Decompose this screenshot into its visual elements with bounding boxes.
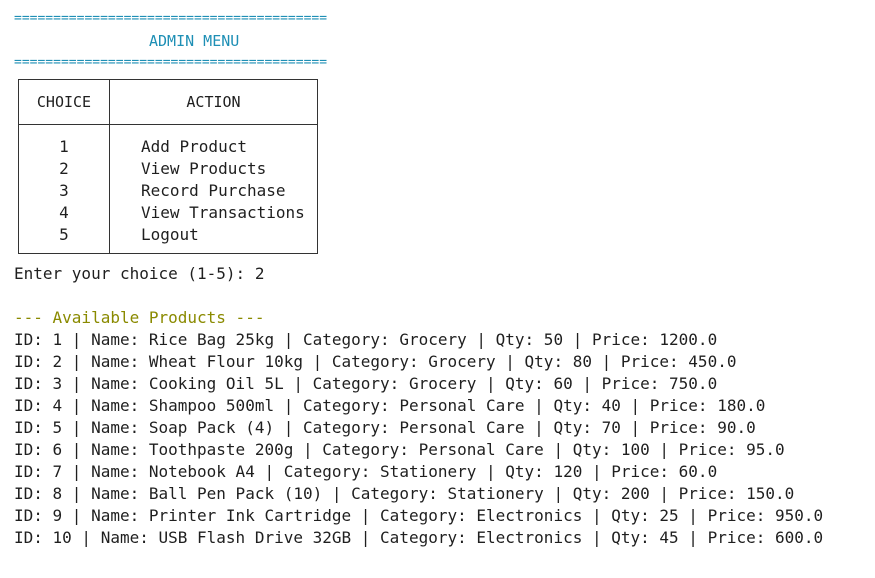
product-line: ID: 9 | Name: Printer Ink Cartridge | Category: Electronics | Qty: 25 | Price: 950.0 [14, 506, 824, 525]
menu-choice: 4 [19, 202, 110, 224]
terminal-output [14, 8, 864, 549]
product-line: ID: 10 | Name: USB Flash Drive 32GB | Category: Electronics | Qty: 45 | Price: 600.0 [14, 528, 824, 547]
products-heading: --- Available Products --- [14, 308, 265, 327]
menu-table [18, 79, 318, 254]
product-line: ID: 8 | Name: Ball Pen Pack (10) | Category: Stationery | Qty: 200 | Price: 150.0 [14, 484, 795, 503]
menu-title: ADMIN MENU [149, 32, 240, 50]
menu-row [19, 180, 318, 202]
product-line: ID: 2 | Name: Wheat Flour 10kg | Category: Grocery | Qty: 80 | Price: 450.0 [14, 352, 737, 371]
menu-row [19, 158, 318, 180]
product-line: ID: 6 | Name: Toothpaste 200g | Category: Personal Care | Qty: 100 | Price: 95.0 [14, 440, 785, 459]
menu-row [19, 202, 318, 224]
menu-choice: 1 [19, 136, 110, 158]
menu-choice: 3 [19, 180, 110, 202]
menu-action: View Transactions [141, 203, 305, 222]
menu-action: Logout [141, 225, 199, 244]
product-line: ID: 3 | Name: Cooking Oil 5L | Category: Grocery | Qty: 60 | Price: 750.0 [14, 374, 718, 393]
top-rule: ======================================== [14, 11, 328, 26]
menu-action: Add Product [141, 137, 247, 156]
menu-action: Record Purchase [141, 181, 286, 200]
choice-header: CHOICE [19, 80, 110, 125]
menu-row [19, 224, 318, 246]
menu-table-header [19, 80, 318, 125]
menu-row [19, 136, 318, 158]
choice-prompt: Enter your choice (1-5): 2 [14, 264, 265, 283]
product-line: ID: 4 | Name: Shampoo 500ml | Category: Personal Care | Qty: 40 | Price: 180.0 [14, 396, 766, 415]
bottom-rule: ======================================== [14, 55, 328, 70]
menu-choice: 5 [19, 224, 110, 246]
menu-action: View Products [141, 159, 267, 178]
menu-choice: 2 [19, 158, 110, 180]
products-list [14, 329, 864, 549]
action-header: ACTION [110, 80, 318, 125]
product-line: ID: 1 | Name: Rice Bag 25kg | Category: Grocery | Qty: 50 | Price: 1200.0 [14, 330, 718, 349]
product-line: ID: 5 | Name: Soap Pack (4) | Category: Personal Care | Qty: 70 | Price: 90.0 [14, 418, 756, 437]
product-line: ID: 7 | Name: Notebook A4 | Category: Stationery | Qty: 120 | Price: 60.0 [14, 462, 718, 481]
blank-line [14, 285, 864, 307]
